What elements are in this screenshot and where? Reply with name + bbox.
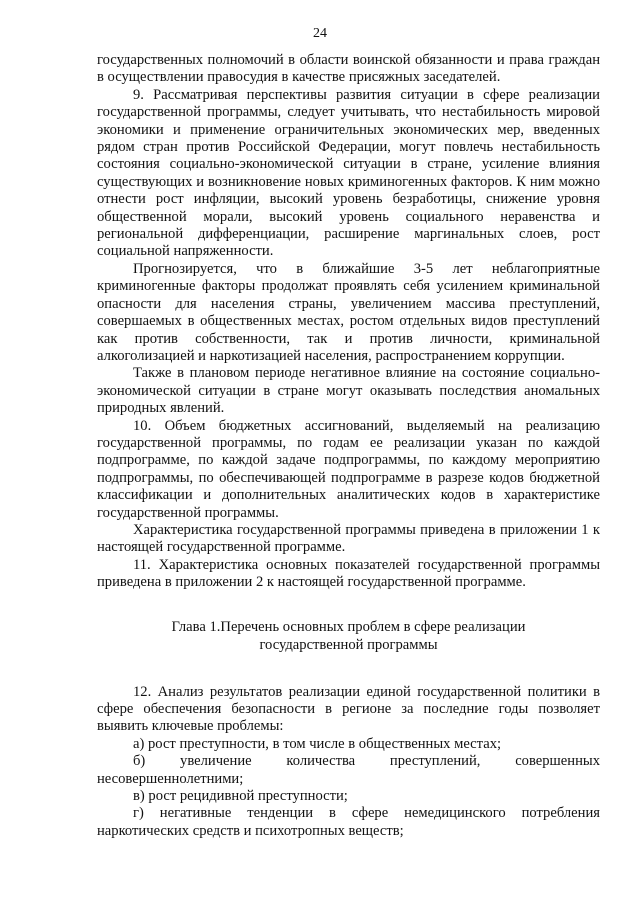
list-item-a: а) рост преступности, в том числе в общественных местах; [133, 735, 502, 752]
chapter-heading-line2: государственной программы [259, 636, 438, 653]
paragraph-continuation: государственных полномочий в области воинской обязанности и права граждан в осуществлении правосудия в качестве присяжных заседателей. [97, 52, 600, 86]
list-item-g: г) негативные тенденции в сфере немедицинского потребления наркотических средств и психотропных веществ; [97, 805, 600, 839]
paragraph-12: 12. Анализ результатов реализации единой государственной политики в сфере обеспечения безопасности в регионе за последние годы позволяет выявить ключевые проблемы: [97, 683, 600, 735]
paragraph-11: 11. Характеристика основных показателей государственной программы приведена в приложении 2 к настоящей государственной программе. [97, 556, 600, 591]
list-item-b: б) увеличение количества преступлений, совершенных несовершеннолетними; [97, 753, 600, 787]
paragraph-characteristic: Характеристика государственной программы приведена в приложении 1 к настоящей государственной программе. [97, 521, 600, 556]
paragraph-9: 9. Рассматривая перспективы развития ситуации в сфере реализации государственной программы, следует учитывать, что нестабильность мировой экономики и применение ограничительных экономических мер, введенных рядом стран против Российской Федерации, могут повлечь нестабильность состояния социально-экономической ситуации в стране, усиление влияния существующих и возникновение новых криминогенных факторов. К ним можно отнести рост инфляции, высокий уровень безработицы, снижение уровня общественной морали, высокий уровень социального неравенства и региональной дифференциации, расширение маргинальных слоев, рост социальной напряженности. [97, 86, 600, 260]
document-body [97, 52, 600, 840]
paragraph-forecast: Прогнозируется, что в ближайшие 3-5 лет неблагоприятные криминогенные факторы продолжат проявлять себя усилением криминальной опасности для населения страны, увеличением массива преступлений, совершаемых в общественных местах, ростом отдельных видов преступлений как против собственности, так и против личности, криминальной алкоголизацией и наркотизацией населения, распространением коррупции. [97, 260, 600, 364]
page-number: 24 [313, 26, 327, 41]
paragraph-natural-phenomena: Также в плановом периоде негативное влияние на состояние социально-экономической ситуации в стране могут оказывать последствия аномальных природных явлений. [97, 365, 600, 417]
paragraph-10: 10. Объем бюджетных ассигнований, выделяемый на реализацию государственной программы, по годам ее реализации указан по каждой подпрограмме, по каждой задаче подпрограммы, по каждому мероприятию подпрограммы, по обеспечивающей подпрограмме в разрезе кодов бюджетной классификации и дополнительных аналитических кодов в характеристике государственной программы. [97, 417, 600, 521]
list-item-v: в) рост рецидивной преступности; [133, 788, 348, 805]
chapter-heading-line1: Глава 1.Перечень основных проблем в сфере реализации [171, 618, 526, 635]
chapter-heading [97, 618, 600, 654]
